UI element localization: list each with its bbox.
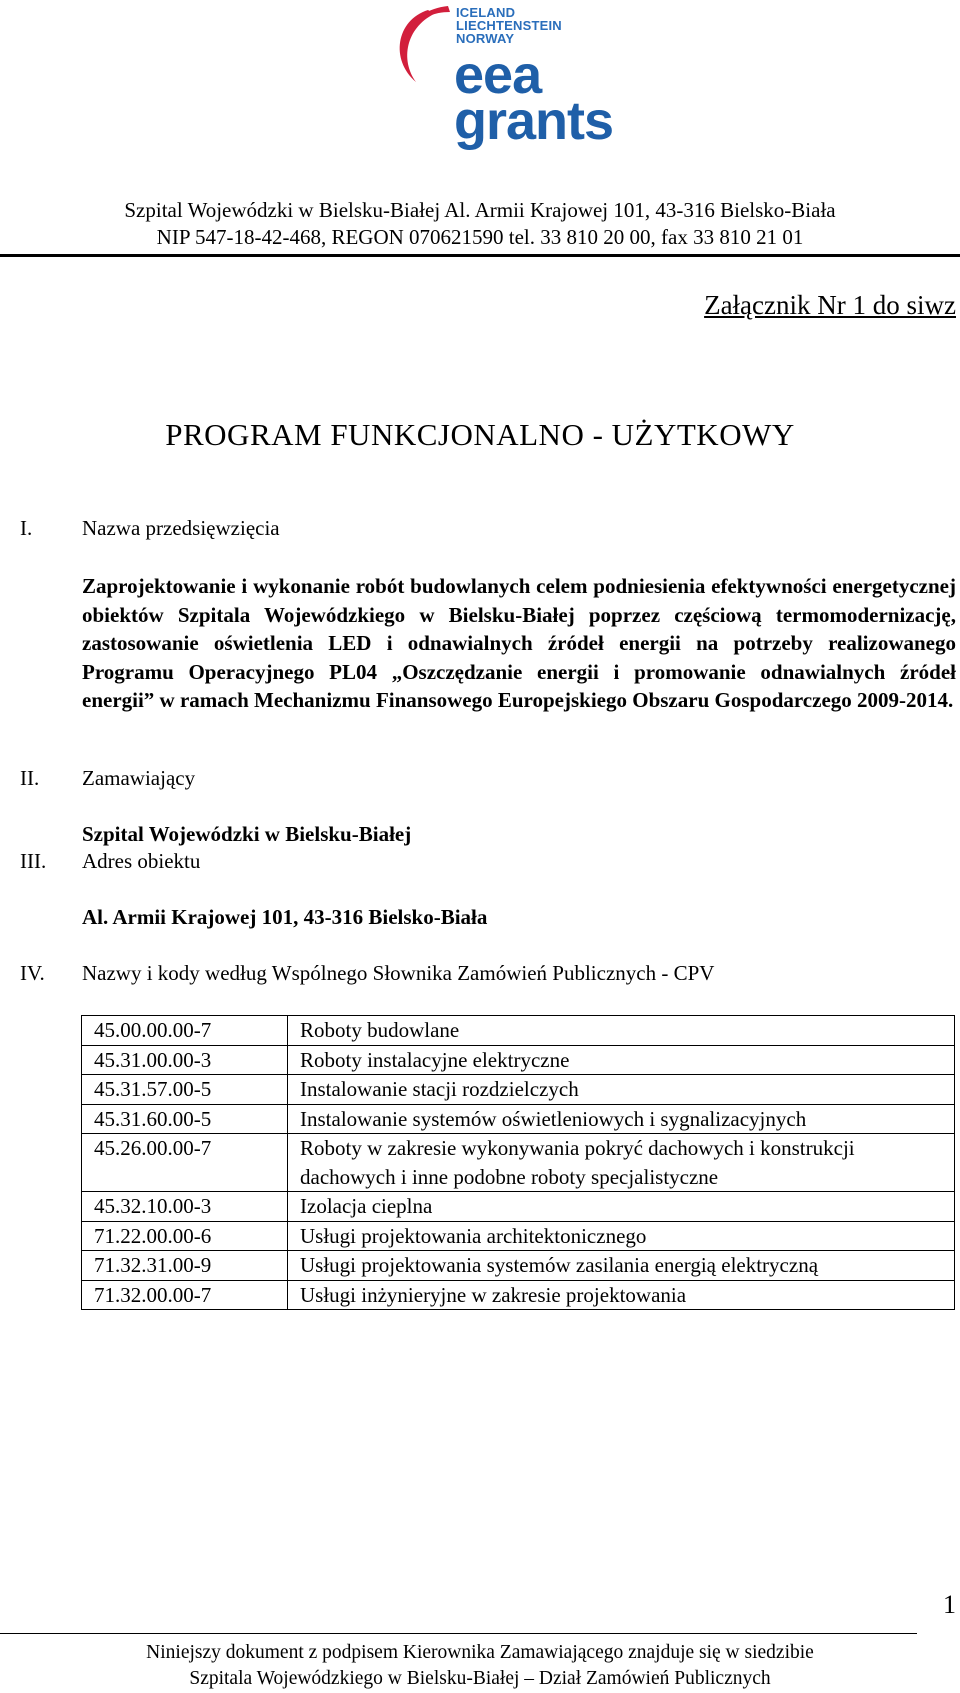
logo-country: ICELAND xyxy=(456,5,516,20)
cpv-name: Usługi projektowania systemów zasilania energią elektryczną xyxy=(288,1251,955,1281)
page-number: 1 xyxy=(943,1590,956,1619)
project-description: Zaprojektowanie i wykonanie robót budowlanych celem podniesienia efektywności energetycznej obiektów Szpitala Wojewódzkiego w Bielsku-Białej poprzez częściową termomodernizację, zastosowanie oświetlenia LED i odnawialnych źródeł energii na potrzeby realizowanego Programu Operacyjnego PL04 „Oszczędzanie energii i promowanie odnawialnych źródeł energii” w ramach Mechanizmu Finansowego Europejskiego Obszaru Gospodarczego 2009-2014. xyxy=(82,574,956,712)
cpv-name: Usługi inżynieryjne w zakresie projektowania xyxy=(288,1280,955,1310)
footer-line: Szpitala Wojewódzkiego w Bielsku-Białej – Dział Zamówień Publicznych xyxy=(189,1668,771,1689)
table-row xyxy=(82,1280,955,1310)
section-number: IV. xyxy=(20,961,45,985)
table-row xyxy=(82,1134,955,1192)
cpv-table xyxy=(81,1015,955,1310)
cpv-name: Instalowanie systemów oświetleniowych i sygnalizacyjnych xyxy=(288,1104,955,1134)
cpv-code: 45.26.00.00-7 xyxy=(82,1134,288,1192)
cpv-name: Usługi projektowania architektonicznego xyxy=(288,1221,955,1251)
table-row xyxy=(82,1016,955,1046)
table-row xyxy=(82,1192,955,1222)
footer-line: Niniejszy dokument z podpisem Kierownika Zamawiającego znajduje się w siedzibie xyxy=(146,1642,814,1663)
eea-grants-logo xyxy=(388,2,628,152)
cpv-code: 71.32.00.00-7 xyxy=(82,1280,288,1310)
logo-country: NORWAY xyxy=(456,31,515,46)
section-number: III. xyxy=(20,849,47,873)
section-number: I. xyxy=(20,516,33,540)
section-heading: Zamawiający xyxy=(82,766,196,790)
header-divider xyxy=(0,254,960,257)
cpv-code: 71.22.00.00-6 xyxy=(82,1221,288,1251)
logo-grants-text: grants xyxy=(454,91,614,151)
table-row xyxy=(82,1104,955,1134)
annex-label: Załącznik Nr 1 do siwz xyxy=(704,290,956,320)
table-row xyxy=(82,1075,955,1105)
cpv-name: Izolacja cieplna xyxy=(288,1192,955,1222)
cpv-code: 45.31.60.00-5 xyxy=(82,1104,288,1134)
cpv-code: 45.31.57.00-5 xyxy=(82,1075,288,1105)
table-row xyxy=(82,1251,955,1281)
cpv-code: 45.31.00.00-3 xyxy=(82,1045,288,1075)
site-address: Al. Armii Krajowej 101, 43-316 Bielsko-Biała xyxy=(82,905,488,929)
contracting-authority: Szpital Wojewódzki w Bielsku-Białej xyxy=(82,822,412,846)
cpv-name: Roboty instalacyjne elektryczne xyxy=(288,1045,955,1075)
cpv-code: 71.32.31.00-9 xyxy=(82,1251,288,1281)
logo-eea-text: eea xyxy=(454,45,542,105)
cpv-name: Roboty budowlane xyxy=(288,1016,955,1046)
logo-countries xyxy=(456,6,562,45)
footer-divider xyxy=(0,1633,917,1634)
header-address-line: Szpital Wojewódzki w Bielsku-Białej Al. Armii Krajowej 101, 43-316 Bielsko-Biała xyxy=(124,198,836,222)
table-row xyxy=(82,1221,955,1251)
section-heading: Nazwa przedsięwzięcia xyxy=(82,516,280,540)
header-contact-line: NIP 547-18-42-468, REGON 070621590 tel. 33 810 20 00, fax 33 810 21 01 xyxy=(156,225,804,249)
section-number: II. xyxy=(20,766,40,790)
logo-country: LIECHTENSTEIN xyxy=(456,18,562,33)
cpv-code: 45.32.10.00-3 xyxy=(82,1192,288,1222)
cpv-code: 45.00.00.00-7 xyxy=(82,1016,288,1046)
table-row xyxy=(82,1045,955,1075)
cpv-name: Instalowanie stacji rozdzielczych xyxy=(288,1075,955,1105)
page-title: PROGRAM FUNKCJONALNO - UŻYTKOWY xyxy=(165,417,795,452)
section-heading: Nazwy i kody według Wspólnego Słownika Zamówień Publicznych - CPV xyxy=(82,961,715,985)
cpv-name: Roboty w zakresie wykonywania pokryć dachowych i konstrukcji dachowych i inne podobne roboty specjalistyczne xyxy=(288,1134,955,1192)
section-heading: Adres obiektu xyxy=(82,849,201,873)
